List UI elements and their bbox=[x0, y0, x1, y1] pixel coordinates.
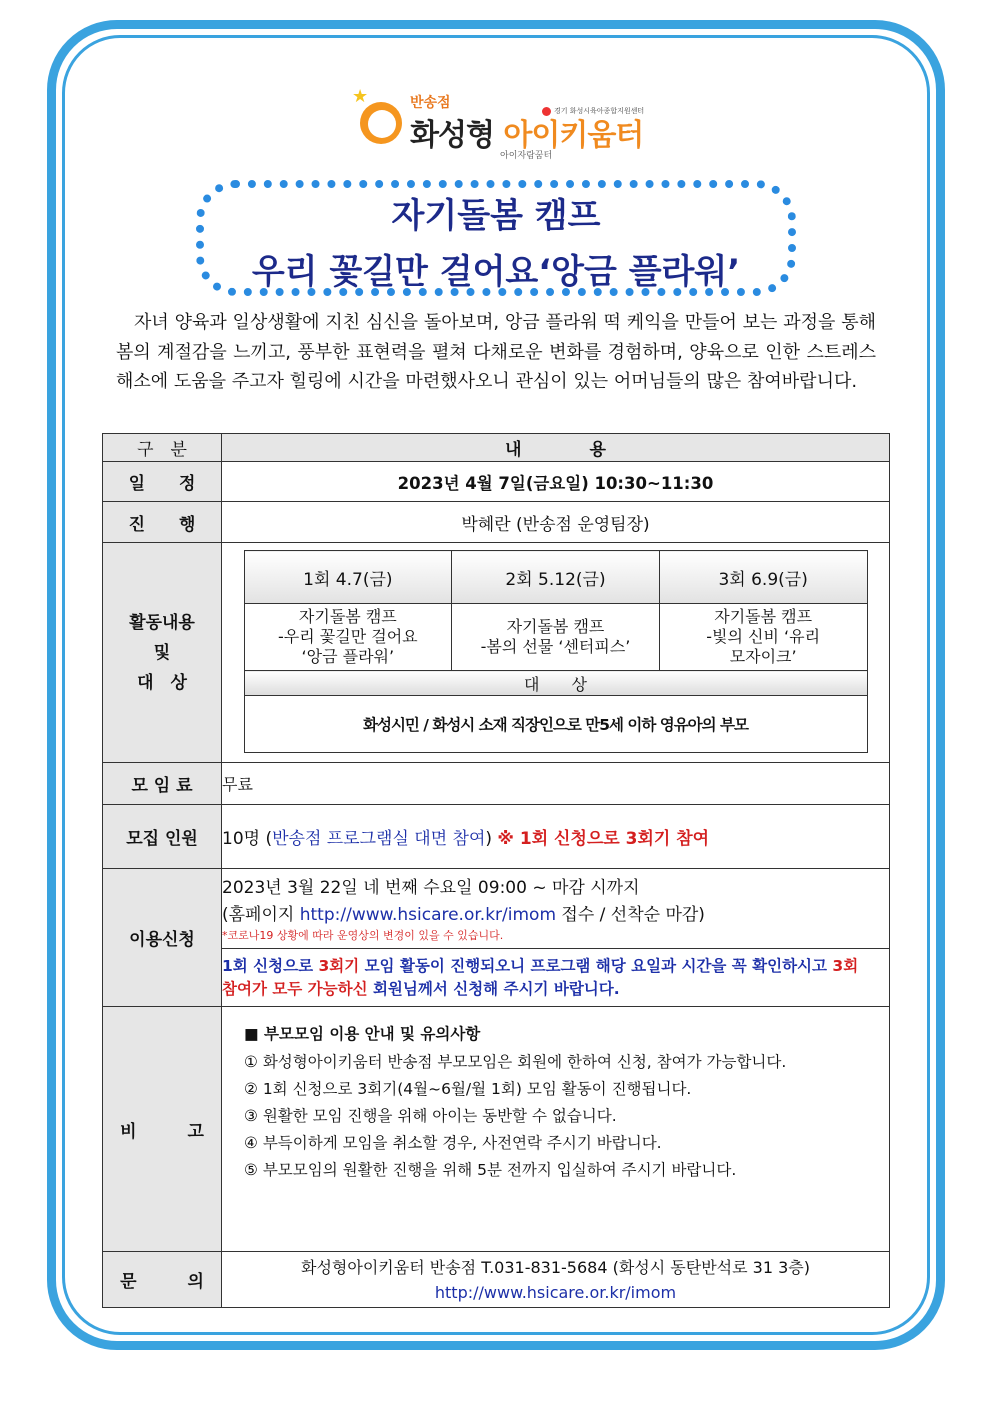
remarks-item-1: ① 화성형아이키움터 반송점 부모모임은 회원에 한하여 신청, 참여가 가능합니다. bbox=[244, 1053, 787, 1071]
logo-org: 경기 화성시육아종합지원센터 bbox=[542, 106, 644, 116]
remarks-item-2: ② 1회 신청으로 3회기(4월~6월/월 1회) 모임 활동이 진행됩니다. bbox=[244, 1080, 692, 1098]
recruit-row bbox=[103, 805, 890, 869]
apply-method: (홈페이지 http://www.hsicare.or.kr/imom 접수 / 선착순 마감) bbox=[222, 904, 705, 925]
target-label: 대 상 bbox=[244, 671, 867, 696]
logo-subtitle: 아이자람꿈터 bbox=[500, 151, 553, 161]
header-content: 내 용 bbox=[222, 434, 890, 462]
remarks-label: 비 고 bbox=[103, 1007, 222, 1252]
remarks-row bbox=[103, 1007, 890, 1252]
fee-value: 무료 bbox=[222, 763, 890, 805]
apply-notice-row bbox=[103, 949, 890, 1007]
schedule-value: 2023년 4월 7일(금요일) 10:30~11:30 bbox=[222, 462, 890, 502]
fee-row bbox=[103, 763, 890, 805]
session-1-body: 자기돌봄 캠프 -우리 꽃길만 걸어요 ‘앙금 플라워’ bbox=[244, 604, 452, 671]
session-1-head: 1회 4.7(금) bbox=[244, 551, 452, 604]
remarks-heading: ■ 부모모임 이용 안내 및 유의사항 bbox=[244, 1025, 481, 1043]
apply-homepage-link[interactable]: http://www.hsicare.or.kr/imom bbox=[299, 904, 557, 925]
table-header-row bbox=[103, 434, 890, 462]
schedule-label: 일 정 bbox=[103, 462, 222, 502]
header-label: 구 분 bbox=[103, 434, 222, 462]
target-label-row bbox=[244, 671, 867, 696]
contact-label: 문 의 bbox=[103, 1252, 222, 1308]
apply-period: 2023년 3월 22일 네 번째 수요일 09:00 ~ 마감 시까지 bbox=[222, 877, 640, 898]
session-2-body: 자기돌봄 캠프 -봄의 선물 ‘센터피스’ bbox=[452, 604, 660, 671]
recruit-label: 모집 인원 bbox=[103, 805, 222, 869]
remarks-content bbox=[222, 1007, 890, 1252]
target-row bbox=[244, 696, 867, 753]
contact-row bbox=[103, 1252, 890, 1308]
contact-info: 화성형아이키움터 반송점 T.031-831-5684 (화성시 동탄반석로 31 3층) bbox=[301, 1257, 810, 1277]
host-value: 박혜란 (반송점 운영팀장) bbox=[222, 502, 890, 543]
star-icon: ★ bbox=[352, 86, 369, 107]
session-table bbox=[244, 550, 868, 753]
host-row bbox=[103, 502, 890, 543]
activity-content bbox=[222, 543, 890, 763]
remarks-item-4: ④ 부득이하게 모임을 취소할 경우, 사전연락 주시기 바랍니다. bbox=[244, 1134, 662, 1152]
session-body-row bbox=[244, 604, 867, 671]
remarks-item-3: ③ 원활한 모임 진행을 위해 아이는 동반할 수 없습니다. bbox=[244, 1107, 617, 1125]
contact-content bbox=[222, 1252, 890, 1308]
logo-branch: 반송점 bbox=[410, 95, 451, 111]
session-3-body: 자기돌봄 캠프 -빛의 신비 ‘유리 모자이크’ bbox=[659, 604, 867, 671]
session-head-row bbox=[244, 551, 867, 604]
apply-notice: 1회 신청으로 3회기 모임 활동이 진행되오니 프로그램 해당 요일과 시간을 꼭 확인하시고 3회 참여가 모두 가능하신 회원님께서 신청해 주시기 바랍니다. bbox=[222, 949, 890, 1007]
page-subtitle: 우리 꽃길만 걸어요‘앙금 플라워’ bbox=[251, 252, 741, 292]
logo bbox=[352, 86, 645, 164]
logo-title: 화성형 아이키움터 bbox=[410, 118, 644, 153]
covid-notice: *코로나19 상황에 따라 운영상의 변경이 있을 수 있습니다. bbox=[222, 928, 504, 942]
activity-row bbox=[103, 543, 890, 763]
intro-paragraph: 자녀 양육과 일상생활에 지친 심신을 돌아보며, 앙금 플라워 떡 케익을 만들어 보는 과정을 통해 봄의 계절감을 느끼고, 풍부한 표현력을 펼쳐 다채로운 변화를 경험하며, 양육으로 인한 스트레스 해소에 도움을 주고자 힐링에 시간을 마련했사오니 관심이 있는 어머님들의 많은 참여바랍니다. bbox=[116, 312, 876, 392]
remarks-item-5: ⑤ 부모모임의 원활한 진행을 위해 5분 전까지 입실하여 주시기 바랍니다. bbox=[244, 1161, 737, 1179]
page-title: 자기돌봄 캠프 bbox=[391, 196, 601, 236]
schedule-row bbox=[103, 462, 890, 502]
org-mark-icon bbox=[542, 107, 551, 116]
session-2-head: 2회 5.12(금) bbox=[452, 551, 660, 604]
apply-info bbox=[222, 869, 890, 949]
apply-row bbox=[103, 869, 890, 949]
contact-url-link[interactable]: http://www.hsicare.or.kr/imom bbox=[434, 1282, 677, 1302]
session-3-head: 3회 6.9(금) bbox=[659, 551, 867, 604]
apply-label: 이용신청 bbox=[103, 869, 222, 1007]
child-face-inner bbox=[368, 110, 396, 138]
target-value: 화성시민 / 화성시 소재 직장인으로 만5세 이하 영유아의 부모 bbox=[244, 696, 867, 753]
fee-label: 모 임 료 bbox=[103, 763, 222, 805]
host-label: 진 행 bbox=[103, 502, 222, 543]
info-table bbox=[102, 433, 890, 1308]
activity-label: 활동내용 및 대 상 bbox=[103, 543, 222, 763]
recruit-value: 10명 (반송점 프로그램실 대면 참여) ※ 1회 신청으로 3회기 참여 bbox=[222, 805, 890, 869]
